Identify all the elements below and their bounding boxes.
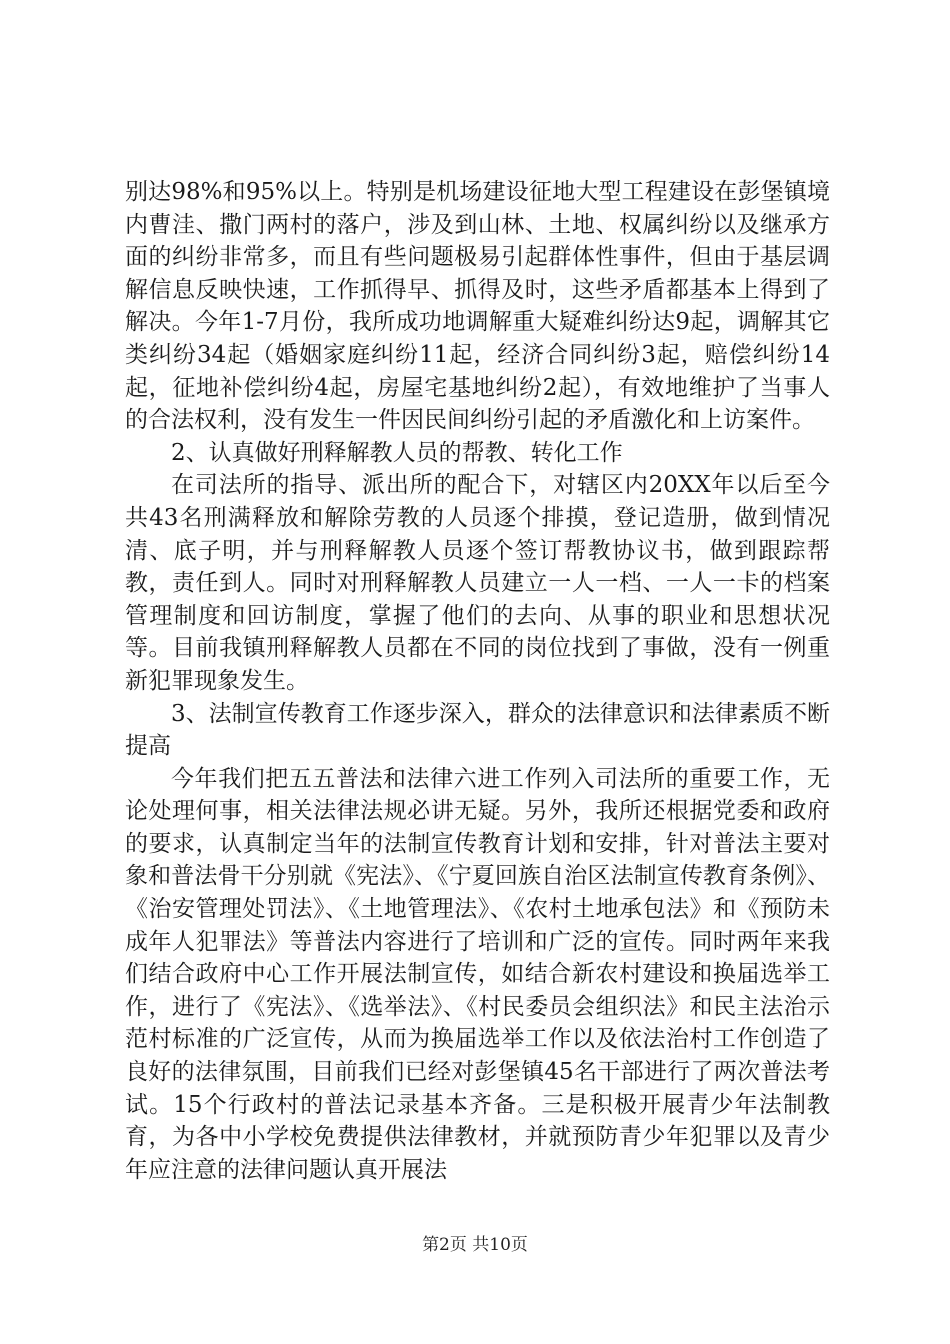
paragraph-released-prisoners: 在司法所的指导、派出所的配合下，对辖区内20XX年以后至今共43名刑满释放和解除劳教的人员逐个排摸，登记造册，做到情况清、底子明，并与刑释解教人员逐个签订帮教协议书，做到跟踪帮教，责任到人。同时对刑释解教人员建立一人一档、一人一卡的档案管理制度和回访制度，掌握了他们的去向、从事的职业和思想状况等。目前我镇刑释解教人员都在不同的岗位找到了事做，没有一例重新犯罪现象发生。 (125, 472, 830, 694)
document-body (125, 176, 830, 1186)
paragraph-dispute-mediation: 别达98%和95%以上。特别是机场建设征地大型工程建设在彭堡镇境内曹洼、撒门两村的落户，涉及到山林、土地、权属纠纷以及继承方面的纠纷非常多，而且有些问题极易引起群体性事件，但由于基层调解信息反映快速，工作抓得早、抓得及时，这些矛盾都基本上得到了解决。今年1-7月份，我所成功地调解重大疑难纠纷达9起，调解其它类纠纷34起（婚姻家庭纠纷11起，经济合同纠纷3起，赔偿纠纷14起，征地补偿纠纷4起，房屋宅基地纠纷2起），有效地维护了当事人的合法权利，没有发生一件因民间纠纷引起的矛盾激化和上访案件。 (125, 179, 830, 434)
section-heading-3: 3、法制宣传教育工作逐步深入，群众的法律意识和法律素质不断提高 (125, 700, 830, 760)
section-heading-2: 2、认真做好刑释解教人员的帮教、转化工作 (171, 439, 623, 466)
paragraph-legal-education: 今年我们把五五普法和法律六进工作列入司法所的重要工作，无论处理何事，相关法律法规必讲无疑。另外，我所还根据党委和政府的要求，认真制定当年的法制宣传教育计划和安排，针对普法主要对象和普法骨干分别就《宪法》、《宁夏回族自治区法制宣传教育条例》、《治安管理处罚法》、《土地管理法》、《农村土地承包法》和《预防未成年人犯罪法》等普法内容进行了培训和广泛的宣传。同时两年来我们结合政府中心工作开展法制宣传，如结合新农村建设和换届选举工作，进行了《宪法》、《选举法》、《村民委员会组织法》和民主法治示范村标准的广泛宣传，从而为换届选举工作以及依法治村工作创造了良好的法律氛围，目前我们已经对彭堡镇45名干部进行了两次普法考试。15个行政村的普法记录基本齐备。三是积极开展青少年法制教育，为各中小学校免费提供法律教材，并就预防青少年犯罪以及青少年应注意的法律问题认真开展法 (125, 765, 830, 1183)
page-number-footer: 第2页 共10页 (422, 1235, 528, 1255)
